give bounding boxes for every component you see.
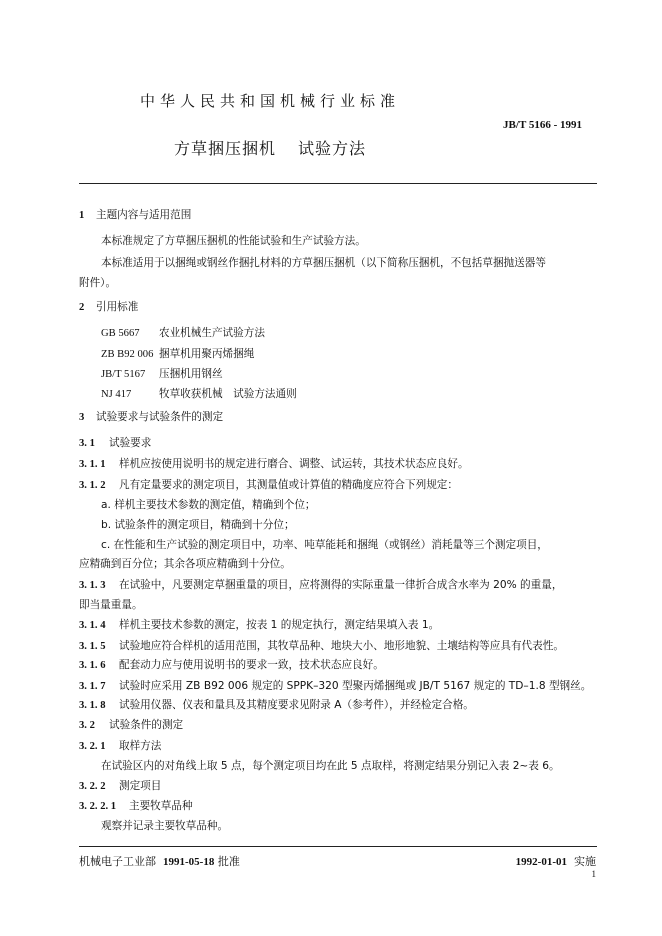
reference-row bbox=[101, 347, 254, 362]
header-divider bbox=[79, 183, 597, 184]
approving-authority: 机械电子工业部 bbox=[79, 855, 156, 868]
section-1-paragraph-2-cont: 附件）。 bbox=[79, 277, 117, 289]
document-title bbox=[174, 136, 366, 159]
implementation-label: 实施 bbox=[574, 855, 596, 868]
clause-3-1-heading: 3. 1 试验要求 bbox=[79, 437, 152, 449]
implementation-date: 1992-01-01 bbox=[515, 856, 567, 868]
reference-row bbox=[101, 387, 297, 402]
clause-3-1-2-item-a: a. 样机主要技术参数的测定值，精确到个位； bbox=[101, 499, 316, 511]
reference-code: NJ 417 bbox=[101, 389, 132, 400]
section-1-paragraph-1: 本标准规定了方草捆压捆机的性能试验和生产试验方法。 bbox=[101, 235, 366, 247]
section-1-paragraph-2: 本标准适用于以捆绳或钢丝作捆扎材料的方草捆压捆机（以下简称压捆机，不包括草捆抛送器等 bbox=[101, 257, 546, 269]
clause-3-2-1-heading: 3. 2. 1 取样方法 bbox=[79, 740, 162, 752]
clause-3-1-6: 3. 1. 6 配套动力应与使用说明书的要求一致，技术状态应良好。 bbox=[79, 659, 384, 671]
reference-title: 压捆机用钢丝 bbox=[159, 368, 223, 380]
reference-title: 捆草机用聚丙烯捆绳 bbox=[159, 348, 255, 360]
approval-date: 1991-05-18 bbox=[163, 856, 215, 868]
clause-3-1-2: 3. 1. 2 凡有定量要求的测定项目，其测量值或计算值的精确度应符合下列规定： bbox=[79, 479, 458, 491]
section-1-heading: 1 主题内容与适用范围 bbox=[79, 209, 192, 221]
title-part-1: 方草捆压捆机 bbox=[174, 139, 277, 158]
implementation-line bbox=[516, 853, 596, 869]
clause-3-1-5: 3. 1. 5 试验地应符合样机的适用范围，其牧草品种、地块大小、地形地貌、土壤结构等应具有代表性。 bbox=[79, 640, 564, 652]
clause-3-1-7: 3. 1. 7 试验时应采用 ZB B92 006 规定的 SPPK–320 型聚丙烯捆绳或 JB/T 5167 规定的 TD–1.8 型钢丝。 bbox=[79, 680, 592, 692]
clause-3-2-1-text: 在试验区内的对角线上取 5 点，每个测定项目均在此 5 点取样，将测定结果分别记入表 2~表 6。 bbox=[101, 760, 560, 772]
section-2-heading: 2 引用标准 bbox=[79, 301, 139, 313]
title-part-2: 试验方法 bbox=[298, 139, 367, 158]
clause-3-2-2-1-heading: 3. 2. 2. 1 主要牧草品种 bbox=[79, 800, 193, 812]
reference-row bbox=[101, 367, 223, 382]
clause-3-2-2-1-text: 观察并记录主要牧草品种。 bbox=[101, 820, 229, 832]
reference-code: GB 5667 bbox=[101, 328, 140, 339]
standard-code: JB/T 5166 - 1991 bbox=[503, 119, 582, 131]
reference-row bbox=[101, 326, 265, 341]
page-number: 1 bbox=[591, 869, 596, 879]
issuing-body-title: 中华人民共和国机械行业标准 bbox=[140, 92, 401, 110]
approval-line bbox=[79, 853, 240, 869]
clause-3-2-heading: 3. 2 试验条件的测定 bbox=[79, 719, 184, 731]
reference-title: 牧草收获机械 试验方法通则 bbox=[159, 388, 297, 400]
clause-3-1-2-item-c: c. 在性能和生产试验的测定项目中，功率、吨草能耗和捆绳（或钢丝）消耗量等三个测定项目， bbox=[101, 539, 548, 551]
clause-3-1-3-cont: 即当量重量。 bbox=[79, 599, 143, 611]
clause-3-1-2-item-b: b. 试验条件的测定项目，精确到十分位； bbox=[101, 519, 295, 531]
reference-code: ZB B92 006 bbox=[101, 349, 154, 360]
footer-divider bbox=[79, 846, 597, 847]
approval-label: 批准 bbox=[217, 855, 240, 868]
clause-3-1-2-item-c-cont: 应精确到百分位；其余各项应精确到十分位。 bbox=[79, 558, 291, 570]
clause-3-1-4: 3. 1. 4 样机主要技术参数的测定，按表 1 的规定执行，测定结果填入表 1。 bbox=[79, 619, 440, 631]
clause-3-2-2-heading: 3. 2. 2 测定项目 bbox=[79, 780, 162, 792]
clause-3-1-3: 3. 1. 3 在试验中，凡要测定草捆重量的项目，应将测得的实际重量一律折合成含水率为 20% 的重量， bbox=[79, 579, 563, 591]
clause-3-1-8: 3. 1. 8 试验用仪器、仪表和量具及其精度要求见附录 A（参考件），并经检定合格。 bbox=[79, 699, 474, 711]
section-3-heading: 3 试验要求与试验条件的测定 bbox=[79, 411, 224, 423]
reference-code: JB/T 5167 bbox=[101, 369, 146, 380]
reference-title: 农业机械生产试验方法 bbox=[159, 327, 265, 339]
clause-3-1-1: 3. 1. 1 样机应按使用说明书的规定进行磨合、调整、试运转，其技术状态应良好。 bbox=[79, 458, 469, 470]
